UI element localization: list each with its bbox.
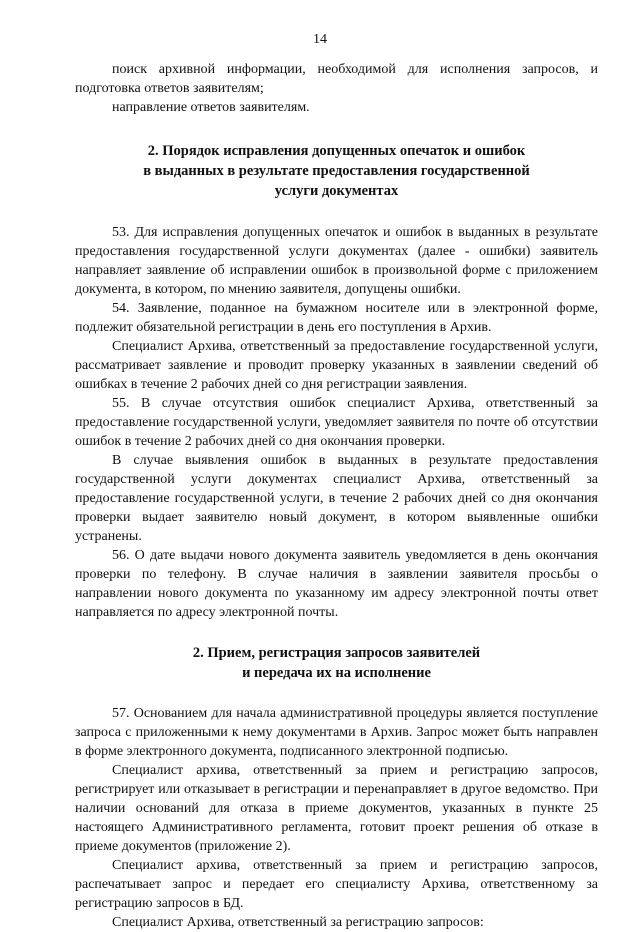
intro-paragraph-1: поиск архивной информации, необходимой для исполнения запросов, и подготовка ответов заявителям; xyxy=(75,62,598,96)
intro-paragraph-2: направление ответов заявителям. xyxy=(112,100,310,115)
paragraph-printing: Специалист архива, ответственный за прием и регистрацию запросов, распечатывает запрос и передает его специалисту Архива, ответственному за регистрацию запросов в БД. xyxy=(75,858,598,911)
heading-line: 2. Порядок исправления допущенных опечаток и ошибок xyxy=(147,143,526,159)
heading-line: 2. Прием, регистрация запросов заявителей xyxy=(192,645,481,661)
paragraph-56: 56. О дате выдачи нового документа заявитель уведомляется в день окончания проверки по телефону. В случае наличия в заявлении заявителя просьбы о направлении нового документа по указанному им адресу электронной почты ответ направляется по адресу электронной почты. xyxy=(75,548,598,620)
heading-line: и передача их на исполнение xyxy=(242,665,431,681)
heading-line: услуги документах xyxy=(274,183,399,199)
paragraph-errors-found: В случае выявления ошибок в выданных в результате предоставления государственной услуги документах специалист Архива, ответственный за предоставление государственной услуги, в течение 2 рабочих дней со дня окончания проверки выдает заявителю новый документ, в котором выявленные ошибки устранены. xyxy=(75,453,598,544)
paragraph-55: 55. В случае отсутствия ошибок специалист Архива, ответственный за предоставление государственной услуги, уведомляет заявителя по почте об отсутствии ошибок в течение 2 рабочих дней со дня окончания проверки. xyxy=(75,396,598,449)
paragraph-db-registration: Специалист Архива, ответственный за регистрацию запросов: xyxy=(112,915,484,930)
paragraph-registration: Специалист архива, ответственный за прием и регистрацию запросов, регистрирует или отказывает в регистрации и перенаправляет в другое ведомство. При наличии оснований для отказа в приеме документов, указанных в пункте 25 настоящего Административного регламента, готовит проект решения об отказе в приеме документов (приложение 2). xyxy=(75,763,598,854)
section-heading-corrections xyxy=(75,141,598,201)
page-content xyxy=(75,60,598,932)
paragraph-54: 54. Заявление, поданное на бумажном носителе или в электронной форме, подлежит обязательной регистрации в день его поступления в Архив. xyxy=(75,301,598,335)
page-number: 14 xyxy=(313,32,327,47)
paragraph-57: 57. Основанием для начала административной процедуры является поступление запроса с приложенными к нему документами в Архив. Запрос может быть направлен в форме электронного документа, подписанного электронной подписью. xyxy=(75,706,598,759)
paragraph-review: Специалист Архива, ответственный за предоставление государственной услуги, рассматривает заявление и проводит проверку указанных в заявлении сведений об ошибках в течение 2 рабочих дней со дня регистрации заявления. xyxy=(75,339,598,392)
paragraph-53: 53. Для исправления допущенных опечаток и ошибок в выданных в результате предоставления государственной услуги документах (далее - ошибки) заявитель направляет заявление об исправлении ошибок в произвольной форме с приложением документа, в котором, по мнению заявителя, допущены ошибки. xyxy=(75,225,598,297)
section-heading-intake xyxy=(75,643,598,683)
heading-line: в выданных в результате предоставления государственной xyxy=(143,163,530,179)
